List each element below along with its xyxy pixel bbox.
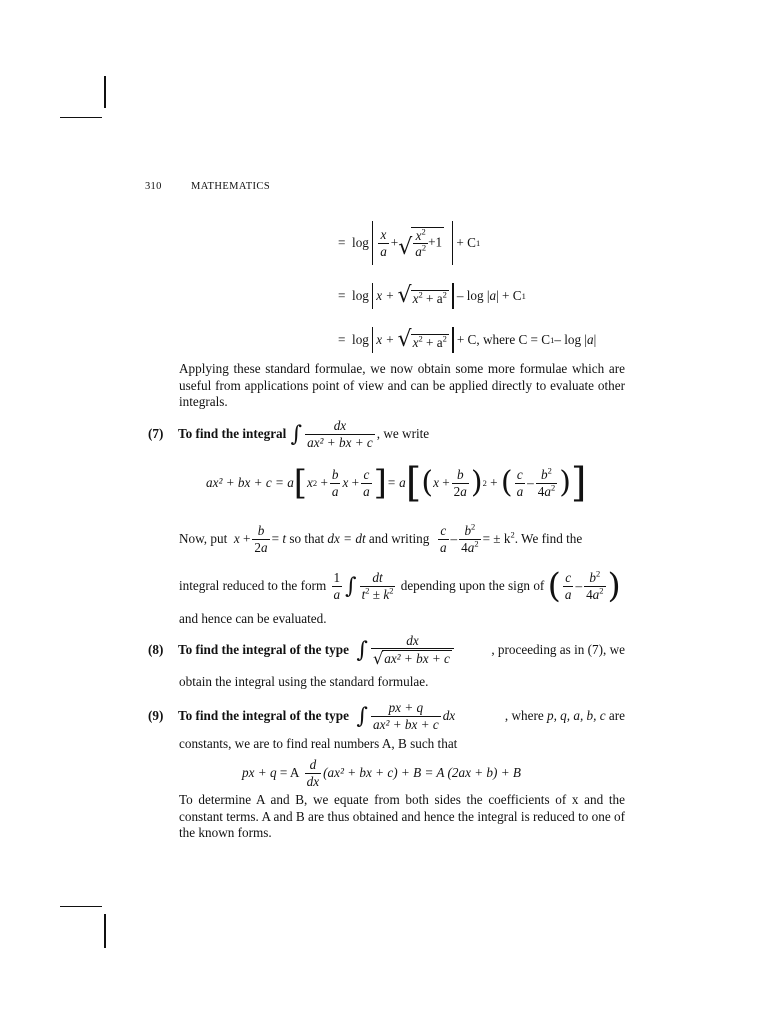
equation-line-3: = log x + √ $x^2 + a^2$ + C , where C = C 1 – log | a | [338, 327, 597, 352]
section-8-heading: (8) To find the integral of the type ∫ dx √ ax² + bx + c , proceeding as in (7), we [148, 633, 625, 668]
section-9-constants-line: constants, we are to find real numbers A, B such that [179, 736, 458, 751]
page-number: 310 [145, 181, 162, 192]
crop-mark-top-horizontal [60, 117, 102, 118]
section-8-text: obtain the integral using the standard formulae. [179, 674, 429, 689]
section-7-completing-square: ax² + bx + c = a [ x 2 + $\frac{b}{a}$ x + $\frac{c}{a}$ ] = a [ ( x + $\frac{b}{2a}$ ) 2 + ( $\frac{c}{a}$ – $\frac{b^2}{4a^2}$ ) ] [206, 460, 587, 506]
section-7-heading: (7) To find the integral ∫ $\frac{dx}{\text{ax² + bx + c}}$ , we write [148, 418, 430, 450]
integral-sign: ∫ [290, 421, 303, 447]
abs-bar-right [452, 221, 453, 265]
fraction-x-over-a: $\frac{x}{a}$ [380, 227, 387, 259]
running-title: MATHEMATICS [191, 181, 271, 192]
section-7-substitution-line: Now, put x + $\frac{b}{2a}$ = t so that dx = dt and writing $\frac{c}{a}$ – $\frac{b^2}{4a^2}$ = ± $k^2$ . We find the [179, 521, 583, 555]
square-root: √ $\frac{x^2}{a^2}$ +1 [398, 226, 443, 261]
crop-mark-bottom-horizontal [60, 906, 102, 907]
equation-line-2: = log x + √ $x^2 + a^2$ – log | a | + C 1 [338, 283, 526, 308]
section-9-closing-paragraph: To determine A and B, we equate from both sides the coefficients of x and the constant terms. A and B are thus obtained and hence the integral is reduced to one of the known forms. [179, 792, 625, 840]
section-9-heading: (9) To find the integral of the type ∫ $\frac{px + q}{\text{ax² + bx + c}}$ dx , where p, q, a, b, c are [148, 700, 625, 732]
section-7-reduced-form-line: integral reduced to the form $\frac{1}{a}$ ∫ $\frac{dt}{t^2 \pm k^2}$ depending upon the sign of ( $\frac{c}{a}$ – $\frac{b^2}{4a^2}$ ) [179, 566, 621, 606]
intro-paragraph: Applying these standard formulae, we now obtain some more formulae which are useful from applications point of view and can be applied directly to evaluate other integrals. [179, 361, 625, 409]
abs-bar-left [372, 221, 373, 265]
equation-line-1: = log $\frac{x}{a}$ + √ $\frac{x^2}{a^2}$ +1 + C 1 [338, 220, 480, 266]
crop-mark-bottom-vertical [104, 914, 106, 948]
section-9-equation: px + q = A $\frac{d}{dx}$ (ax² + bx + c) + B = A (2ax + b) + B [242, 757, 521, 789]
crop-mark-top-vertical [104, 76, 106, 108]
section-7-conclusion: and hence can be evaluated. [179, 611, 327, 626]
fraction-dx-over-quadratic: $\frac{dx}{\text{ax² + bx + c}}$ [307, 418, 373, 450]
